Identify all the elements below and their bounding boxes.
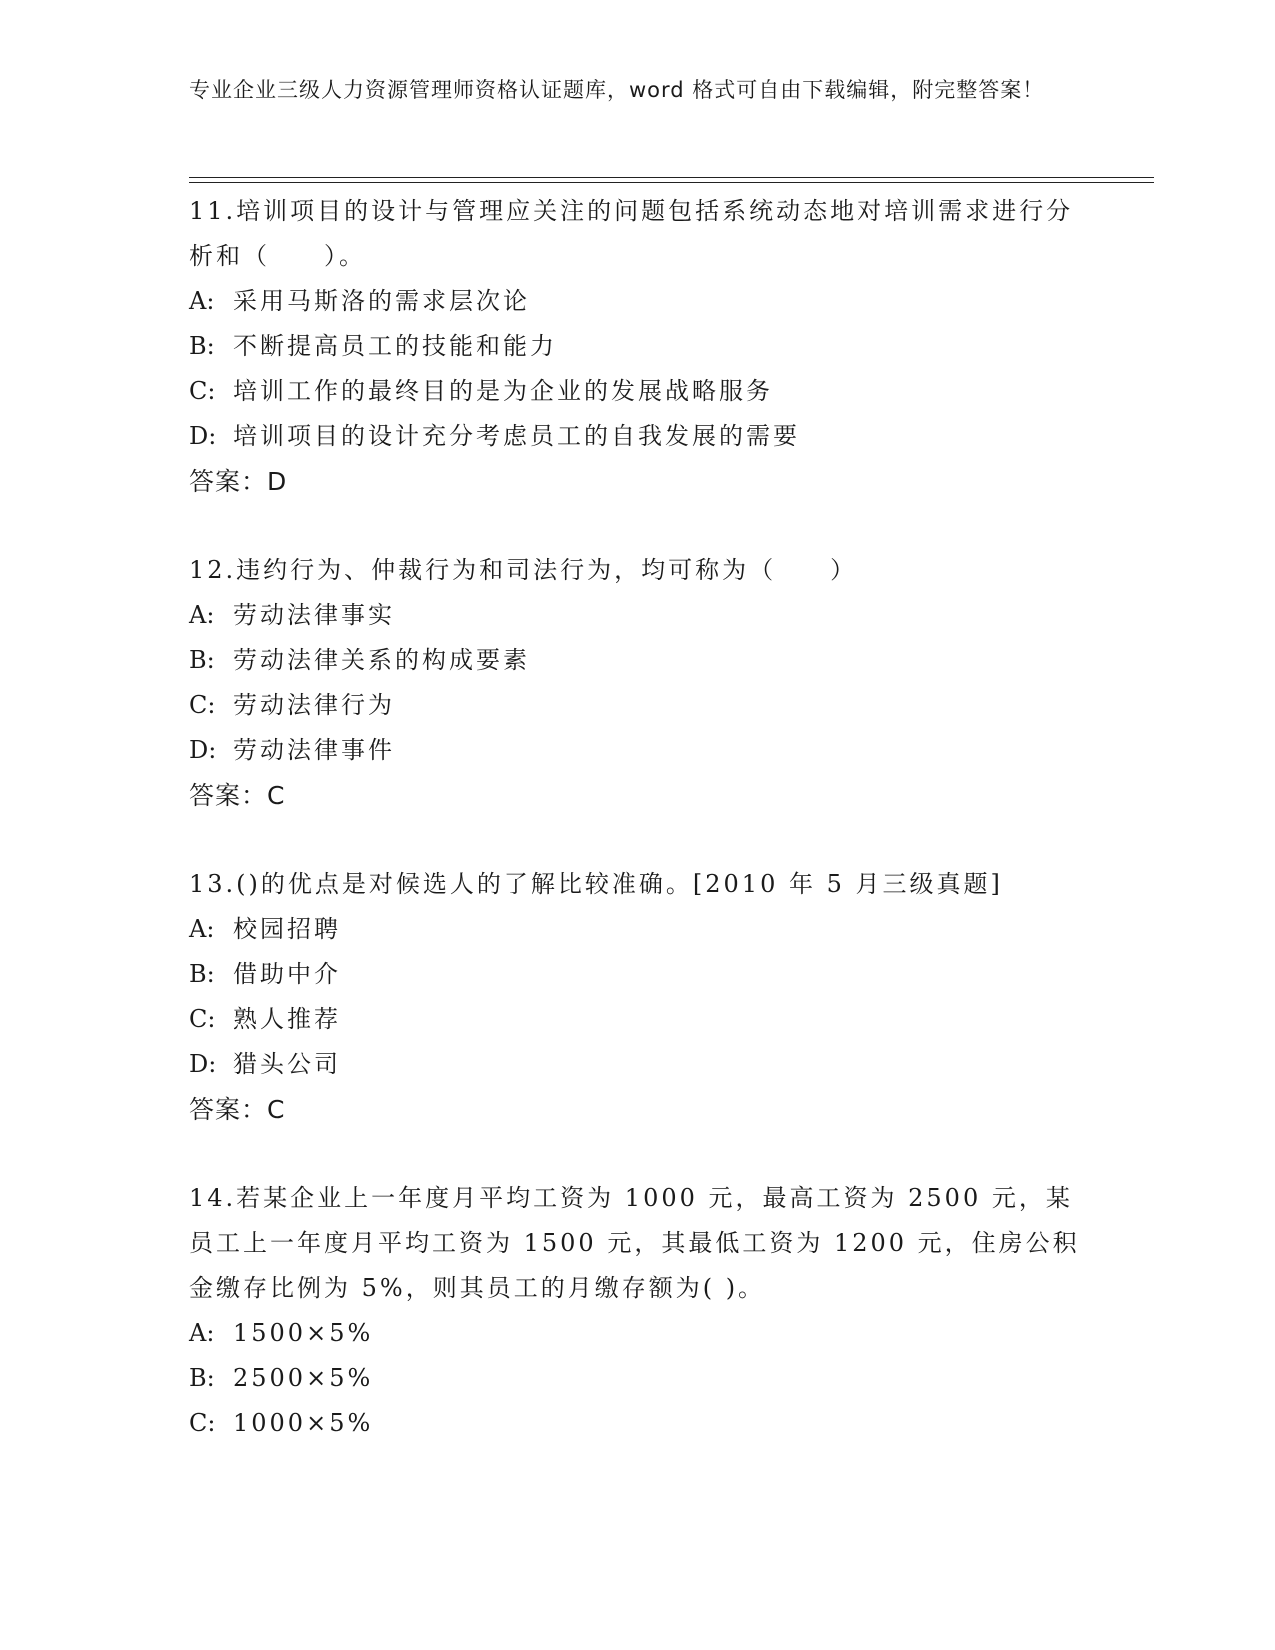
question-stem: 13.()的优点是对候选人的了解比较准确。[2010 年 5 月三级真题] [189,870,1003,898]
option-text: 劳动法律事实 [233,601,395,629]
question-11 [189,189,1089,504]
header-divider-top [189,177,1154,178]
option-key: B: [189,1364,215,1392]
option-c [189,1401,1089,1446]
answer-line: 答案：C [189,1095,286,1124]
option-text: 培训项目的设计充分考虑员工的自我发展的需要 [233,422,800,450]
option-key: A: [189,287,215,315]
option-text: 熟人推荐 [233,1005,341,1033]
answer-line: 答案：C [189,781,286,810]
question-stem: 12.违约行为、仲裁行为和司法行为，均可称为（ ） [189,556,858,584]
option-d [189,414,1089,459]
option-text: 劳动法律行为 [233,691,395,719]
document-header: 专业企业三级人力资源管理师资格认证题库，word 格式可自由下载编辑，附完整答案！ [189,78,1045,102]
option-text: 2500×5% [233,1364,374,1392]
option-text: 劳动法律关系的构成要素 [233,646,530,674]
option-b [189,324,1089,369]
option-key: C: [189,377,216,405]
option-text: 培训工作的最终目的是为企业的发展战略服务 [233,377,773,405]
option-key: D: [189,422,217,450]
option-c [189,997,1089,1042]
option-text: 1500×5% [233,1319,374,1347]
option-a [189,907,1089,952]
option-text: 采用马斯洛的需求层次论 [233,287,530,315]
option-key: C: [189,1409,216,1437]
option-b [189,952,1089,997]
option-d [189,1042,1089,1087]
option-d [189,728,1089,773]
answer-line: 答案：D [189,467,288,496]
option-text: 不断提高员工的技能和能力 [233,332,557,360]
option-text: 1000×5% [233,1409,374,1437]
option-key: A: [189,1319,215,1347]
option-b [189,1356,1089,1401]
option-a [189,279,1089,324]
question-list [189,189,1089,1490]
option-key: A: [189,601,215,629]
option-key: A: [189,915,215,943]
option-key: C: [189,691,216,719]
option-c [189,369,1089,414]
question-14 [189,1176,1089,1446]
option-a [189,593,1089,638]
option-key: B: [189,332,215,360]
question-12 [189,548,1089,818]
option-text: 劳动法律事件 [233,736,395,764]
option-key: D: [189,736,217,764]
option-a [189,1311,1089,1356]
question-stem: 14.若某企业上一年度月平均工资为 1000 元，最高工资为 2500 元，某员工上一年度月平均工资为 1500 元，其最低工资为 1200 元，住房公积金缴存比例为 5%，则其员工的月缴存额为( )。 [189,1184,1080,1302]
option-c [189,683,1089,728]
header-divider-bottom [189,182,1154,183]
option-key: D: [189,1050,217,1078]
option-text: 校园招聘 [233,915,341,943]
option-b [189,638,1089,683]
option-key: B: [189,960,215,988]
option-text: 猎头公司 [233,1050,341,1078]
question-stem: 11.培训项目的设计与管理应关注的问题包括系统动态地对培训需求进行分析和（ ）。 [189,197,1074,270]
option-text: 借助中介 [233,960,341,988]
option-key: C: [189,1005,216,1033]
question-13 [189,862,1089,1132]
option-key: B: [189,646,215,674]
